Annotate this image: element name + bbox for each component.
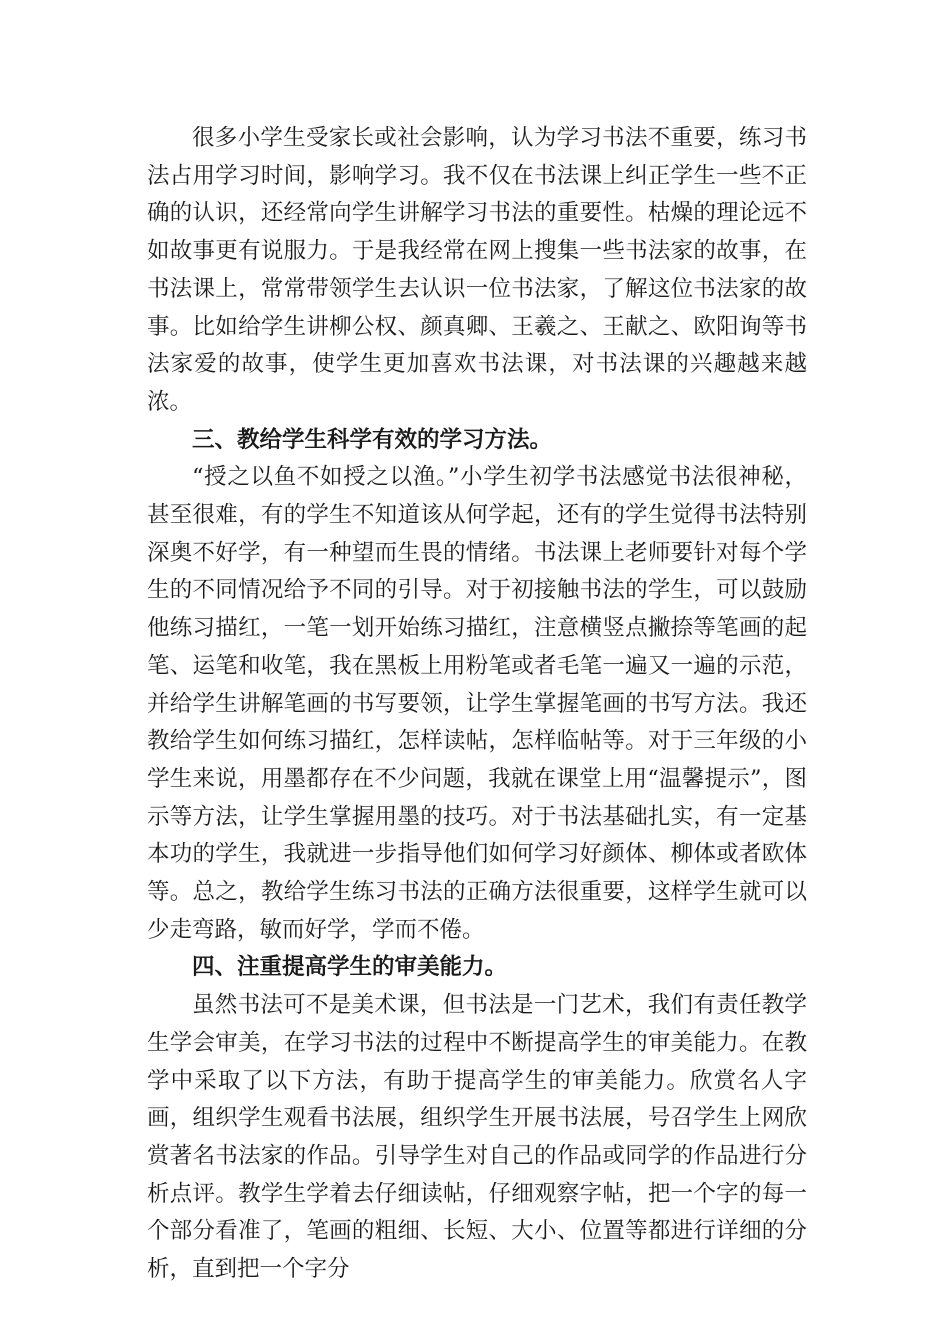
- paragraph-learning-methods: “授之以鱼不如授之以渔。”小学生初学书法感觉书法很神秘，甚至很难，有的学生不知道该从何学起，还有的学生觉得书法特别深奥不好学，有一种望而生畏的情绪。书法课上老师要针对每个学生的不同情况给予不同的引导。对于初接触书法的学生，可以鼓励他练习描红，一笔一划开始练习描红，注意横竖点撇捺等笔画的起笔、运笔和收笔，我在黑板上用粉笔或者毛笔一遍又一遍的示范，并给学生讲解笔画的书写要领，让学生掌握笔画的书写方法。我还教给学生如何练习描红，怎样读帖，怎样临帖等。对于三年级的小学生来说，用墨都存在不少问题，我就在课堂上用“温馨提示”，图示等方法，让学生掌握用墨的技巧。对于书法基础扎实，有一定基本功的学生，我就进一步指导他们如何学习好颜体、柳体或者欧体等。总之，教给学生练习书法的正确方法很重要，这样学生就可以少走弯路，敏而好学，学而不倦。: [147, 464, 807, 943]
- paragraph-aesthetic-ability: 虽然书法可不是美术课，但书法是一门艺术，我们有责任教学生学会审美，在学习书法的过程中不断提高学生的审美能力。在教学中采取了以下方法，有助于提高学生的审美能力。欣赏名人字画，组织学生观看书法展，组织学生开展书法展，号召学生上网欣赏著名书法家的作品。引导学生对自己的作品或同学的作品进行分析点评。教学生学着去仔细读帖，仔细观察字帖，把一个字的每一个部分看准了，笔画的粗细、长短、大小、位置等都进行详细的分析，直到把一个字分: [147, 992, 807, 1283]
- paragraph-calligraphy-importance: 很多小学生受家长或社会影响，认为学习书法不重要，练习书法占用学习时间，影响学习。我不仅在书法课上纠正学生一些不正确的认识，还经常向学生讲解学习书法的重要性。枯燥的理论远不如故事更有说服力。于是我经常在网上搜集一些书法家的故事，在书法课上，常常带领学生去认识一位书法家，了解这位书法家的故事。比如给学生讲柳公权、颜真卿、王羲之、王献之、欧阳询等书法家爱的故事，使学生更加喜欢书法课，对书法课的兴趣越来越浓。: [147, 125, 807, 415]
- section-heading-three: 三、教给学生科学有效的学习方法。: [192, 426, 553, 453]
- document-page: [147, 120, 807, 1289]
- section-heading-four: 四、注重提高学生的审美能力。: [192, 954, 508, 981]
